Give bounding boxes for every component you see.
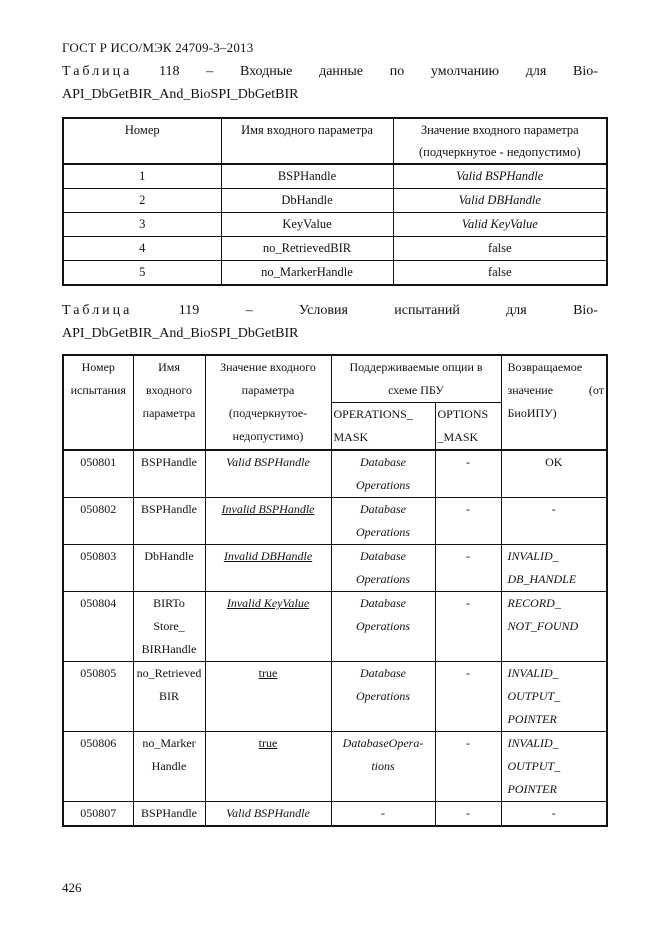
caption-word: данные (319, 64, 364, 79)
cell-line: Operations (356, 525, 410, 539)
cell-line: Database (360, 455, 406, 469)
cell-line: BSPHandle (140, 806, 197, 820)
cell-options-mask: - (435, 498, 501, 545)
table-row (63, 802, 607, 827)
cell-number: 5 (63, 261, 221, 286)
cell-line: OUTPUT_ (507, 759, 561, 773)
cell-input-value (205, 450, 331, 498)
cell-value: Valid KeyValue (393, 213, 607, 237)
cell-test-number: 050803 (63, 545, 133, 592)
cell-operations-mask (331, 498, 435, 545)
table-118 (62, 117, 608, 286)
cell-line: OUTPUT_ (507, 689, 561, 703)
cell-test-number: 050807 (63, 802, 133, 827)
cell-return-value (501, 662, 607, 732)
header-line: (подчеркнутое- (228, 406, 308, 420)
cell-operations-mask (331, 732, 435, 802)
cell-input-value (205, 592, 331, 662)
page-number: 426 (62, 880, 82, 895)
cell-line: INVALID_ (507, 736, 559, 750)
col-header-return-value (501, 355, 607, 450)
cell-line: - (381, 806, 385, 820)
input-value-text: true (258, 666, 278, 680)
header-line: параметра (142, 406, 196, 420)
cell-number: 3 (63, 213, 221, 237)
col-header-value-line1: Значение входного параметра (420, 123, 579, 137)
cell-param: BSPHandle (221, 164, 393, 189)
cell-line: Database (360, 596, 406, 610)
col-header-operations-mask (331, 403, 435, 451)
header-line: OPERATIONS_ (333, 407, 413, 421)
cell-input-value (205, 545, 331, 592)
cell-return-value (501, 498, 607, 545)
cell-param-name (133, 498, 205, 545)
header-line: параметра (241, 383, 295, 397)
cell-operations-mask (331, 662, 435, 732)
cell-value: false (393, 261, 607, 286)
cell-line: DbHandle (144, 549, 194, 563)
col-header-param: Имя входного параметра (221, 118, 393, 164)
caption-word: Таблица (62, 64, 133, 79)
caption-word: Таблица (62, 303, 133, 318)
cell-line: OK (545, 455, 563, 469)
cell-line: Operations (356, 619, 410, 633)
cell-input-value (205, 662, 331, 732)
cell-options-mask: - (435, 592, 501, 662)
header-word: (от (588, 383, 605, 397)
cell-value: Valid BSPHandle (393, 164, 607, 189)
cell-number: 2 (63, 189, 221, 213)
caption-word: для (525, 64, 547, 79)
cell-line: - (551, 502, 556, 516)
cell-operations-mask (331, 802, 435, 827)
table-118-caption (62, 64, 598, 103)
caption-word: Bio- (573, 303, 598, 318)
table-118-caption-line2: API_DbGetBIR_And_BioSPI_DbGetBIR (62, 87, 299, 102)
input-value-text: Invalid KeyValue (226, 596, 310, 610)
cell-line: INVALID_ (507, 666, 559, 680)
cell-input-value (205, 802, 331, 827)
cell-line: BIRHandle (141, 642, 197, 656)
cell-line: Operations (356, 572, 410, 586)
caption-word: по (389, 64, 405, 79)
table-row (63, 732, 607, 802)
cell-line: BIRTo (153, 596, 185, 610)
cell-operations-mask (331, 545, 435, 592)
cell-param: no_MarkerHandle (221, 261, 393, 286)
cell-test-number: 050805 (63, 662, 133, 732)
col-header-param-name (133, 355, 205, 450)
cell-line: DB_HANDLE (507, 572, 577, 586)
cell-options-mask: - (435, 802, 501, 827)
cell-line: Handle (151, 759, 187, 773)
caption-word: Входные (239, 64, 293, 79)
cell-param-name (133, 662, 205, 732)
cell-line: Operations (356, 478, 410, 492)
cell-return-value (501, 732, 607, 802)
cell-return-value (501, 545, 607, 592)
caption-word: 118 (159, 64, 180, 79)
cell-line: no_Retrieved (136, 666, 202, 680)
cell-options-mask: - (435, 545, 501, 592)
caption-word: умолчанию (430, 64, 500, 79)
table-row (63, 592, 607, 662)
cell-options-mask: - (435, 732, 501, 802)
input-value-text: true (258, 736, 278, 750)
cell-line: Database (360, 502, 406, 516)
header-line: Поддерживаемые опции в (349, 360, 483, 374)
cell-line: BSPHandle (140, 455, 197, 469)
cell-line: no_Marker (142, 736, 196, 750)
table-row (63, 662, 607, 732)
cell-operations-mask (331, 592, 435, 662)
header-line (508, 379, 605, 402)
header-line: Имя (158, 360, 180, 374)
table-row (63, 450, 607, 498)
cell-param-name (133, 545, 205, 592)
header-line: Возвращаемое (507, 360, 583, 374)
header-line: _MASK (437, 430, 479, 444)
col-header-number: Номер (63, 118, 221, 164)
cell-return-value (501, 450, 607, 498)
caption-word: – (206, 64, 214, 79)
col-header-options-mask (435, 403, 501, 451)
cell-number: 1 (63, 164, 221, 189)
caption-word: Условия (298, 303, 348, 318)
cell-line: Operations (356, 689, 410, 703)
cell-line: Store_ (153, 619, 185, 633)
input-value-text: Invalid BSPHandle (221, 502, 315, 516)
cell-test-number: 050804 (63, 592, 133, 662)
cell-operations-mask (331, 450, 435, 498)
header-line: OPTIONS (437, 407, 489, 421)
caption-word: испытаний (394, 303, 460, 318)
input-value-text: Valid BSPHandle (226, 806, 310, 820)
cell-param: no_RetrievedBIR (221, 237, 393, 261)
header-line: БиоИПУ) (507, 406, 557, 420)
table-row (63, 164, 607, 189)
table-row (63, 189, 607, 213)
cell-test-number: 050806 (63, 732, 133, 802)
cell-value: Valid DBHandle (393, 189, 607, 213)
table-row (63, 545, 607, 592)
cell-line: POINTER (507, 782, 557, 796)
caption-word: для (506, 303, 527, 318)
cell-number: 4 (63, 237, 221, 261)
caption-word: Bio- (573, 64, 598, 79)
table-119-caption (62, 303, 598, 342)
cell-param-name (133, 732, 205, 802)
cell-param-name (133, 802, 205, 827)
cell-return-value (501, 592, 607, 662)
cell-param: DbHandle (221, 189, 393, 213)
caption-word: – (245, 303, 253, 318)
cell-line: NOT_FOUND (507, 619, 579, 633)
header-line: входного (145, 383, 192, 397)
header-word: значение (507, 383, 554, 397)
cell-input-value (205, 498, 331, 545)
cell-value: false (393, 237, 607, 261)
input-value-text: Valid BSPHandle (226, 455, 310, 469)
cell-input-value (205, 732, 331, 802)
cell-test-number: 050802 (63, 498, 133, 545)
document-header: ГОСТ Р ИСО/МЭК 24709-3–2013 (62, 40, 254, 55)
cell-line: DatabaseOpera- (342, 736, 424, 750)
header-line: Номер (81, 360, 115, 374)
caption-word: 119 (178, 303, 200, 318)
table-119 (62, 354, 608, 827)
cell-param: KeyValue (221, 213, 393, 237)
cell-line: Database (360, 666, 406, 680)
cell-line: - (551, 806, 556, 820)
table-row (63, 498, 607, 545)
cell-line: BIR (158, 689, 179, 703)
cell-param-name (133, 450, 205, 498)
cell-line: RECORD_ (507, 596, 561, 610)
cell-test-number: 050801 (63, 450, 133, 498)
col-header-test-number (63, 355, 133, 450)
cell-options-mask: - (435, 662, 501, 732)
cell-line: Database (360, 549, 406, 563)
input-value-text: Invalid DBHandle (223, 549, 313, 563)
header-line: MASK (333, 430, 369, 444)
header-line: Значение входного (220, 360, 316, 374)
header-line: схеме ПБУ (388, 383, 444, 397)
table-row (63, 237, 607, 261)
cell-line: INVALID_ (507, 549, 559, 563)
col-header-value-line2: (подчеркнутое - недопустимо) (418, 145, 581, 159)
col-header-input-value (205, 355, 331, 450)
cell-line: BSPHandle (140, 502, 197, 516)
header-line: испытания (70, 383, 126, 397)
table-row (63, 261, 607, 286)
cell-line: tions (371, 759, 395, 773)
cell-line: POINTER (507, 712, 557, 726)
cell-return-value (501, 802, 607, 827)
cell-options-mask: - (435, 450, 501, 498)
header-line: недопустимо) (232, 429, 304, 443)
table-row (63, 213, 607, 237)
col-header-value (393, 118, 607, 164)
cell-param-name (133, 592, 205, 662)
table-119-caption-line2: API_DbGetBIR_And_BioSPI_DbGetBIR (62, 326, 299, 341)
col-header-supported-options (331, 355, 501, 403)
